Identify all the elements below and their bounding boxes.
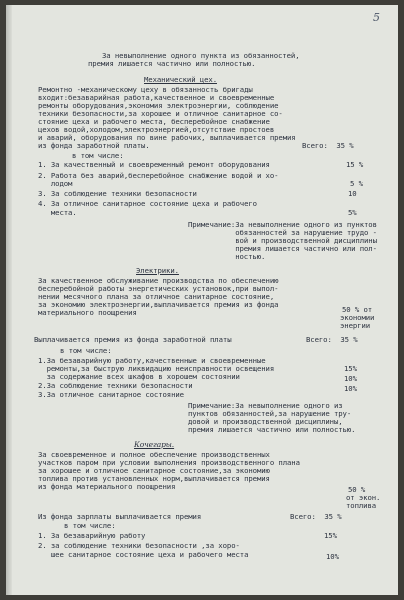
body-line: из фонда материального поощрения bbox=[38, 482, 176, 491]
body-line: из фонда заработной платы. bbox=[38, 141, 150, 150]
list-item-pct: 15% bbox=[344, 364, 357, 373]
econ-note: 50 % bbox=[348, 485, 366, 494]
body-line: материального поощрения bbox=[38, 308, 137, 317]
list-item: 2. за соблюдение техники безопасности ,за хоро- bbox=[38, 541, 240, 550]
body-line: За своевременное и полное обеспечение производственных bbox=[38, 450, 270, 459]
binding-edge bbox=[6, 5, 12, 595]
section-heading-mech: Механический цех. bbox=[144, 75, 217, 84]
document-page bbox=[6, 5, 398, 595]
list-item: за содержание всех шкафов в хорошем состоянии bbox=[38, 372, 240, 381]
list-item-pct: 10% bbox=[344, 384, 357, 393]
body-line: за хорошее и отличное санитарное состояние,за экономию bbox=[38, 466, 270, 475]
note-line: обязанностей за нарушение трудо - bbox=[188, 228, 377, 237]
body-line: стояние цеха и рабочего места, бесперебойное снабжение bbox=[38, 117, 270, 126]
note-line: премия лишается частично или полностью. bbox=[188, 425, 356, 434]
total-line: Всего: 35 % bbox=[306, 335, 358, 344]
list-item: 1.За безаварийную работу,качественные и своевременные bbox=[38, 356, 266, 365]
body-line: нении месячного плана за отличное санитарное состояние, bbox=[38, 292, 275, 301]
econ-note: топлива bbox=[346, 501, 377, 510]
econ-note: энергии bbox=[340, 321, 371, 330]
body-line: и аварий, оборудования по вине рабочих, выплачивается премия bbox=[38, 133, 296, 142]
body-line: цехов водой,холодом,электроэнергией,отсутствие простоев bbox=[38, 125, 275, 134]
incl-label: в том числе: bbox=[60, 346, 112, 355]
list-item: 3.За отличное санитарное состояние bbox=[38, 390, 184, 399]
list-item: ремонты,за быструю ликвидацию неисправности освещения bbox=[38, 364, 275, 373]
incl-label: в том числе: bbox=[64, 521, 116, 530]
list-item: 1. За безаварийную работу bbox=[38, 531, 146, 540]
list-item: шее санитарное состояние цеха и рабочего места bbox=[38, 550, 249, 559]
note-line: довой и производственной дисциплины, bbox=[188, 417, 343, 426]
body-line: За качественное обслуживание производства по обеспечению bbox=[38, 276, 279, 285]
body-line: входит:безаварийная работа,качественное и своевременные bbox=[38, 93, 275, 102]
list-item: места. bbox=[38, 208, 77, 217]
incl-label: в том числе: bbox=[72, 151, 124, 160]
intro-line: За невыполнение одного пункта из обязанностей, bbox=[102, 51, 300, 60]
note-line: Примечание:За невыполнение одного из bbox=[188, 401, 343, 410]
note-line: вой и производственной дисциплины bbox=[188, 236, 377, 245]
body-line: Ремонтно -механическому цеху в обязанность бригады bbox=[38, 85, 253, 94]
body-line: участков паром при условии выполнения производственного плана bbox=[38, 458, 300, 467]
note-line: Примечание:За невыполнение одного из пунктов bbox=[188, 220, 377, 229]
fund-line: Выплачивается премия из фонда заработной платы bbox=[34, 335, 232, 344]
fund-line: Из фонда зарплаты выплачивается премия bbox=[38, 512, 202, 521]
body-line: за экономию электроэнергии,выплачивается премия из фонда bbox=[38, 300, 279, 309]
list-item-pct: 5 % bbox=[350, 179, 363, 188]
note-line: премия лишается частично или пол- bbox=[188, 244, 377, 253]
body-line: бесперебойной работы энергетических установок,при выпол- bbox=[38, 284, 279, 293]
list-item: 4. За отличное санитарное состояние цеха и рабочего bbox=[38, 199, 257, 208]
econ-note: от экон. bbox=[346, 493, 381, 502]
list-item-pct: 10 bbox=[348, 189, 357, 198]
econ-note: 50 % от bbox=[342, 305, 373, 314]
list-item-pct: 10% bbox=[344, 374, 357, 383]
econ-note: экономии bbox=[340, 313, 375, 322]
body-line: топлива против установленных норм,выплачивается премия bbox=[38, 474, 270, 483]
list-item: лодом bbox=[38, 179, 73, 188]
total-line: Всего: 35 % bbox=[290, 512, 342, 521]
page-number: 5 bbox=[373, 11, 380, 24]
list-item: 2. Работа без аварий,бесперебойное снабжение водой и хо- bbox=[38, 171, 279, 180]
section-heading-elec: Электрики. bbox=[136, 266, 179, 275]
body-line: техники безопасности,за хорошее и отличное санитарное со- bbox=[38, 109, 283, 118]
section-heading-boil: Кочегары. bbox=[134, 440, 175, 449]
note-line: ностью. bbox=[188, 252, 266, 261]
list-item-pct: 5% bbox=[348, 208, 357, 217]
body-line: ремонты оборудования,экономия электроэнергии, соблюдение bbox=[38, 101, 279, 110]
list-item-pct: 15% bbox=[324, 531, 337, 540]
note-line: пунктов обязанностей,за нарушение тру- bbox=[188, 409, 352, 418]
list-item: 2.За соблюдение техники безопасности bbox=[38, 381, 193, 390]
intro-line: премия лишается частично или полностью. bbox=[88, 59, 256, 68]
list-item: 1. За качественный и своевременный ремонт оборудования bbox=[38, 160, 270, 169]
list-item: 3. За соблюдение техники безопасности bbox=[38, 189, 197, 198]
list-item-pct: 10% bbox=[326, 552, 339, 561]
list-item-pct: 15 % bbox=[346, 160, 364, 169]
total-line: Всего: 35 % bbox=[302, 141, 354, 150]
